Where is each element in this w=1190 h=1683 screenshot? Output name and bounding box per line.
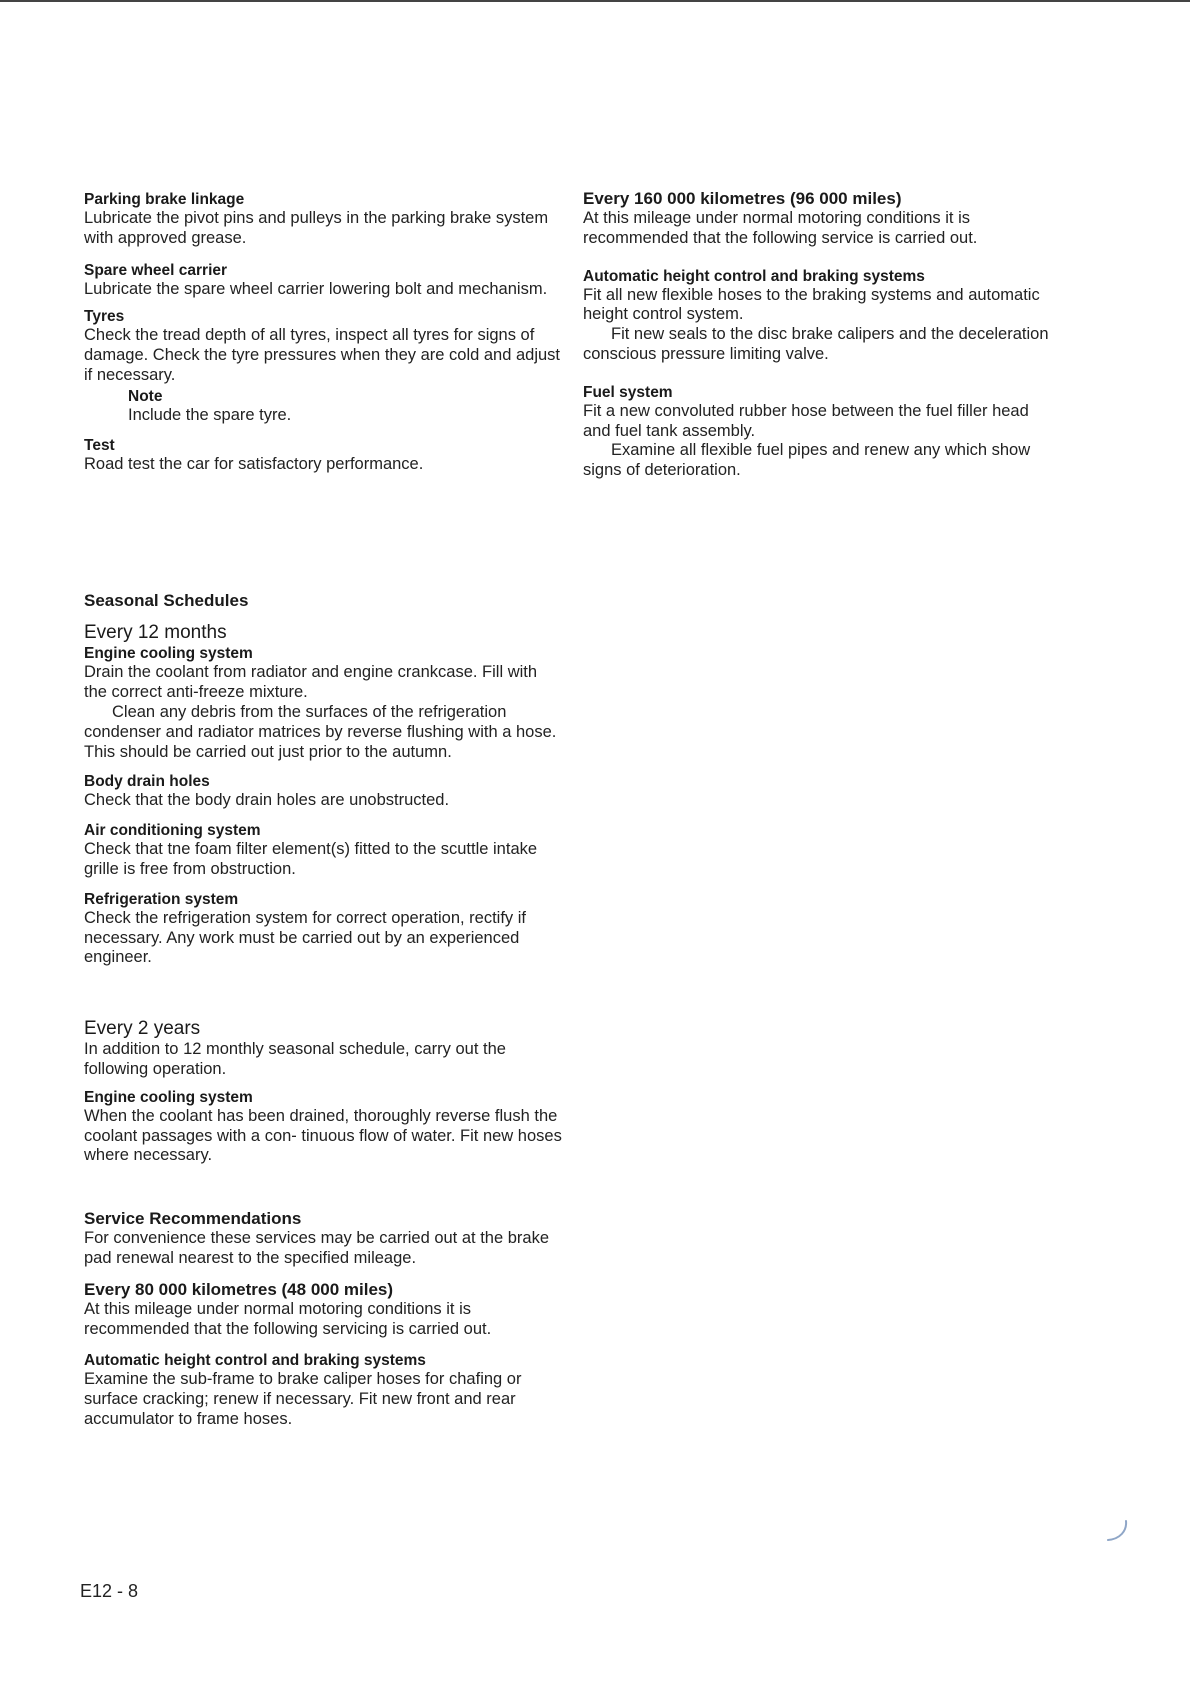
text-parking-brake-linkage: Lubricate the pivot pins and pulleys in the parking brake system with approved grease. <box>84 209 549 247</box>
text-test: Road test the car for satisfactory performance. <box>84 454 424 473</box>
text-engine-cooling-12m-p1: Drain the coolant from radiator and engine crankcase. Fill with the correct anti-freeze mixture. <box>84 663 538 702</box>
text-every-160000-km: At this mileage under normal motoring conditions it is recommended that the following service is carried out. <box>583 209 978 247</box>
text-fuel-system-p1: Fit a new convoluted rubber hose between the fuel filler head and fuel tank assembly. <box>583 401 1029 440</box>
heading-every-12-months: Every 12 months <box>84 622 227 644</box>
text-auto-height-160000-p2: Fit new seals to the disc brake calipers and the deceleration conscious pressure limiting valve. <box>583 325 1049 363</box>
heading-body-drain-holes: Body drain holes <box>84 773 210 791</box>
page-number: E12 - 8 <box>80 1581 139 1601</box>
text-engine-cooling-12m-p2: Clean any debris from the surfaces of the refrigeration condenser and radiator matrices by reverse flushing with a hose. This should be carried out just prior to the autumn. <box>84 702 557 761</box>
text-note: Include the spare tyre. <box>128 405 292 424</box>
heading-air-conditioning: Air conditioning system <box>84 822 261 840</box>
scan-mark-icon <box>1100 1515 1130 1545</box>
top-border-line <box>0 0 1190 2</box>
text-fuel-system-p2: Examine all flexible fuel pipes and renew any which show signs of deterioration. <box>583 441 1031 480</box>
heading-auto-height-160000: Automatic height control and braking systems <box>583 267 925 285</box>
heading-fuel-system: Fuel system <box>583 383 673 401</box>
text-every-2-years-intro: In addition to 12 monthly seasonal schedule, carry out the following operation. <box>84 1040 506 1078</box>
heading-every-2-years: Every 2 years <box>84 1018 201 1040</box>
heading-spare-wheel-carrier: Spare wheel carrier <box>84 261 228 279</box>
section-test <box>84 436 564 475</box>
heading-refrigeration: Refrigeration system <box>84 890 239 908</box>
left-column <box>84 190 564 1430</box>
text-air-conditioning: Check that tne foam filter element(s) fitted to the scuttle intake grille is free from obstruction. <box>84 840 538 878</box>
text-tyres: Check the tread depth of all tyres, inspect all tyres for signs of damage. Check the tyre pressures when they are cold and adjust if necessary. <box>84 326 561 384</box>
heading-every-80000-km: Every 80 000 kilometres (48 000 miles) <box>84 1279 394 1299</box>
section-parking-brake-linkage <box>84 190 564 249</box>
text-auto-height-80000: Examine the sub-frame to brake caliper hoses for chafing or surface cracking; renew if necessary. Fit new front and rear accumulator to frame hoses. <box>84 1370 522 1428</box>
heading-note: Note <box>128 387 163 405</box>
section-service-recommendations <box>84 1208 564 1430</box>
heading-test: Test <box>84 436 115 454</box>
right-column <box>583 188 1053 481</box>
text-body-drain-holes: Check that the body drain holes are unobstructed. <box>84 791 450 810</box>
heading-every-160000-km: Every 160 000 kilometres (96 000 miles) <box>583 189 902 208</box>
heading-parking-brake-linkage: Parking brake linkage <box>84 191 245 208</box>
text-every-80000-km: At this mileage under normal motoring conditions it is recommended that the following servicing is carried out. <box>84 1299 492 1338</box>
section-seasonal-schedules <box>84 590 564 1166</box>
text-auto-height-160000-p1: Fit all new flexible hoses to the braking systems and automatic height control system. <box>583 285 1040 324</box>
section-spare-wheel-carrier <box>84 261 564 300</box>
heading-auto-height-80000: Automatic height control and braking systems <box>84 1352 426 1370</box>
heading-engine-cooling-12m: Engine cooling system <box>84 645 253 663</box>
section-every-160000-km <box>583 188 1053 249</box>
heading-engine-cooling-2y: Engine cooling system <box>84 1088 253 1106</box>
text-engine-cooling-2y: When the coolant has been drained, thoroughly reverse flush the coolant passages with a con- tinuous flow of water. Fit new hoses where necessary. <box>84 1106 562 1165</box>
heading-service-recommendations: Service Recommendations <box>84 1209 302 1229</box>
section-auto-height-160000 <box>583 267 1053 365</box>
section-fuel-system <box>583 383 1053 481</box>
text-spare-wheel-carrier: Lubricate the spare wheel carrier lowering bolt and mechanism. <box>84 279 548 298</box>
heading-tyres: Tyres <box>84 308 125 326</box>
heading-seasonal-schedules: Seasonal Schedules <box>84 591 249 611</box>
text-refrigeration: Check the refrigeration system for correct operation, rectify if necessary. Any work must be carried out by an experienced engineer. <box>84 908 527 967</box>
section-tyres <box>84 307 564 425</box>
text-service-intro: For convenience these services may be carried out at the brake pad renewal nearest to the specified mileage. <box>84 1229 549 1267</box>
